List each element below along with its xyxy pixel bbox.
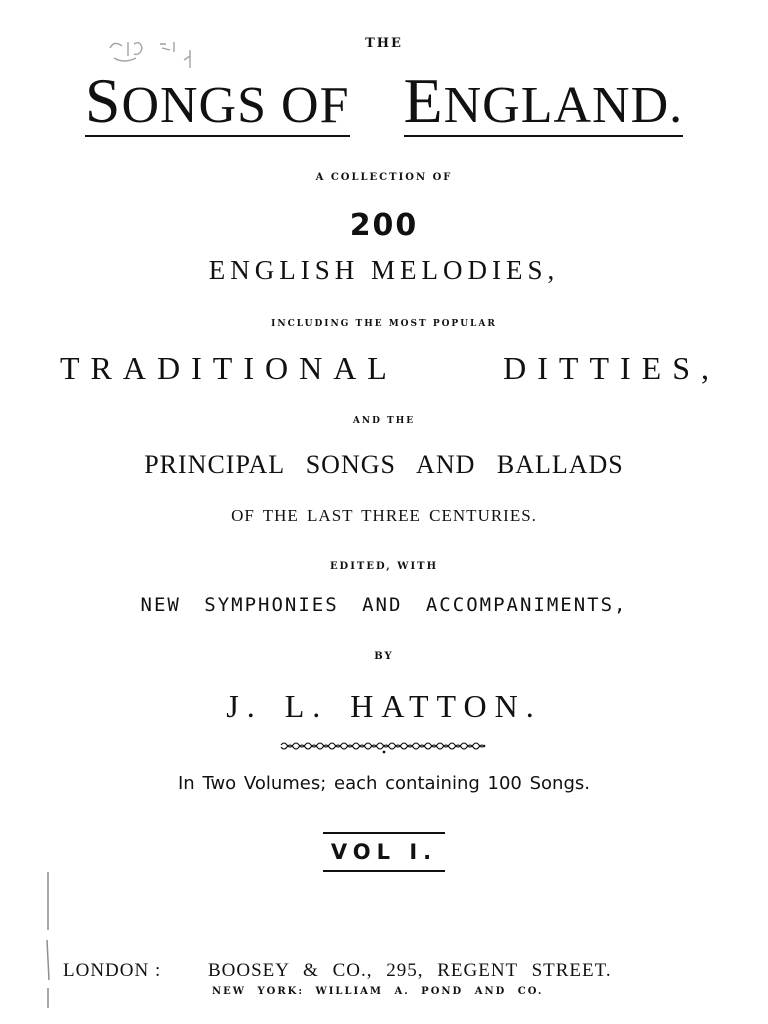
centuries-subheading: OF THE LAST THREE CENTURIES. (231, 506, 537, 525)
imprint-new-york: NEW YORK: WILLIAM A. POND AND CO. (212, 986, 544, 997)
english-melodies-heading: ENGLISH MELODIES, (208, 255, 560, 285)
volume-label: VOL I. (323, 832, 445, 872)
collection-of-text: A COLLECTION OF (315, 172, 453, 183)
margin-mark-icon (44, 870, 52, 1010)
including-text: INCLUDING THE MOST POPULAR (271, 319, 497, 329)
symphonies-heading: NEW SYMPHONIES AND ACCOMPANIMENTS, (140, 594, 628, 616)
principal-songs-heading: PRINCIPAL SONGS AND BALLADS (144, 450, 624, 479)
by-text: BY (374, 651, 394, 662)
volume-label-wrap (0, 832, 768, 872)
imprint-line (63, 960, 723, 982)
wavy-rule-ornament-icon (0, 738, 768, 756)
ditties-word: DITTIES, (503, 350, 720, 386)
title-word-england: ENGLAND. (403, 65, 684, 136)
main-title (0, 65, 768, 138)
author-name: J. L. HATTON. (226, 688, 542, 724)
imprint-publisher: BOOSEY & CO., 295, REGENT STREET. (208, 960, 612, 981)
imprint-city: LONDON : (63, 960, 162, 981)
traditional-word: TRADITIONAL (60, 350, 398, 386)
and-the-text: AND THE (352, 416, 416, 426)
traditional-ditties-heading (60, 350, 720, 387)
volumes-note: In Two Volumes; each containing 100 Songs. (178, 773, 590, 794)
edited-with-text: EDITED, WITH (329, 561, 439, 572)
title-prefix: THE (365, 36, 403, 51)
melody-count: 200 (349, 208, 419, 243)
title-word-songs-of: SONGS OF (84, 65, 350, 136)
